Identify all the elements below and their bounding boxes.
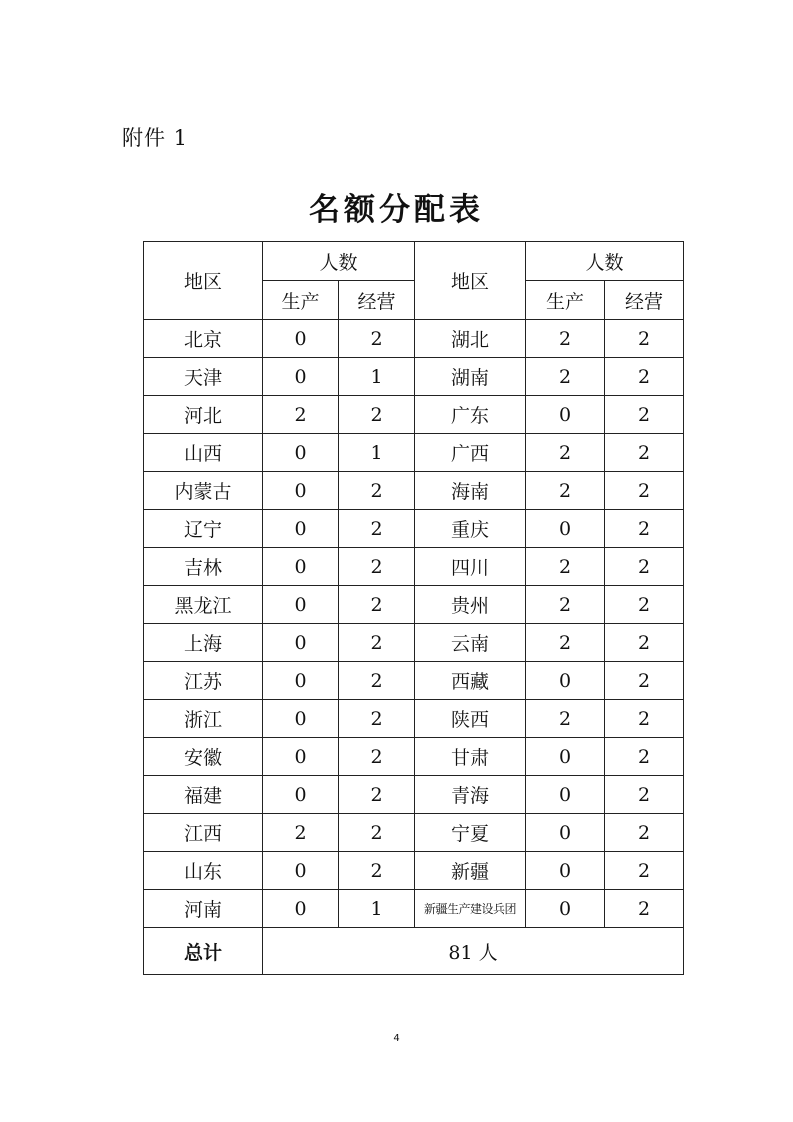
header-region-right: 地区 [415, 242, 526, 320]
business-cell: 2 [605, 776, 684, 814]
region-cell: 新疆生产建设兵团 [415, 890, 526, 928]
production-cell: 2 [526, 320, 605, 358]
business-cell: 2 [339, 396, 415, 434]
header-count-right: 人数 [526, 242, 684, 281]
region-cell: 西藏 [415, 662, 526, 700]
business-cell: 2 [339, 700, 415, 738]
business-cell: 2 [605, 738, 684, 776]
region-cell: 广西 [415, 434, 526, 472]
region-cell: 广东 [415, 396, 526, 434]
total-row [144, 928, 684, 975]
production-cell: 0 [526, 890, 605, 928]
business-cell: 1 [339, 890, 415, 928]
production-cell: 0 [526, 776, 605, 814]
table-row [144, 396, 684, 434]
quota-table [143, 241, 684, 975]
region-cell: 浙江 [144, 700, 263, 738]
total-value: 81 人 [263, 928, 684, 975]
table-row [144, 852, 684, 890]
business-cell: 2 [605, 396, 684, 434]
business-cell: 2 [605, 624, 684, 662]
region-cell: 甘肃 [415, 738, 526, 776]
table-row [144, 662, 684, 700]
business-cell: 2 [339, 776, 415, 814]
business-cell: 2 [339, 624, 415, 662]
production-cell: 0 [263, 510, 339, 548]
production-cell: 0 [263, 738, 339, 776]
region-cell: 新疆 [415, 852, 526, 890]
region-cell: 云南 [415, 624, 526, 662]
region-cell: 河北 [144, 396, 263, 434]
business-cell: 2 [339, 852, 415, 890]
header-business-right: 经营 [605, 281, 684, 320]
region-cell: 山西 [144, 434, 263, 472]
production-cell: 2 [526, 700, 605, 738]
region-cell: 山东 [144, 852, 263, 890]
production-cell: 0 [526, 510, 605, 548]
table-row [144, 472, 684, 510]
production-cell: 0 [526, 396, 605, 434]
business-cell: 2 [339, 510, 415, 548]
business-cell: 2 [339, 320, 415, 358]
business-cell: 1 [339, 358, 415, 396]
region-cell: 贵州 [415, 586, 526, 624]
production-cell: 0 [263, 358, 339, 396]
production-cell: 0 [526, 738, 605, 776]
region-cell: 福建 [144, 776, 263, 814]
business-cell: 2 [339, 472, 415, 510]
business-cell: 2 [339, 814, 415, 852]
business-cell: 2 [339, 662, 415, 700]
business-cell: 2 [605, 320, 684, 358]
region-cell: 湖北 [415, 320, 526, 358]
header-production-left: 生产 [263, 281, 339, 320]
header-production-right: 生产 [526, 281, 605, 320]
production-cell: 2 [263, 814, 339, 852]
page-number: 4 [393, 1033, 400, 1044]
table-row [144, 358, 684, 396]
production-cell: 0 [263, 852, 339, 890]
region-cell: 吉林 [144, 548, 263, 586]
production-cell: 2 [526, 472, 605, 510]
business-cell: 2 [605, 814, 684, 852]
region-cell: 北京 [144, 320, 263, 358]
production-cell: 0 [263, 776, 339, 814]
business-cell: 2 [605, 662, 684, 700]
table-row [144, 510, 684, 548]
table-row [144, 434, 684, 472]
region-cell: 湖南 [415, 358, 526, 396]
region-cell: 青海 [415, 776, 526, 814]
header-business-left: 经营 [339, 281, 415, 320]
production-cell: 2 [263, 396, 339, 434]
table-row [144, 890, 684, 928]
production-cell: 0 [263, 472, 339, 510]
region-cell: 四川 [415, 548, 526, 586]
production-cell: 0 [263, 320, 339, 358]
region-cell: 海南 [415, 472, 526, 510]
header-count-left: 人数 [263, 242, 415, 281]
production-cell: 0 [263, 890, 339, 928]
region-cell: 宁夏 [415, 814, 526, 852]
production-cell: 2 [526, 434, 605, 472]
table-row [144, 548, 684, 586]
business-cell: 2 [339, 738, 415, 776]
production-cell: 0 [263, 586, 339, 624]
region-cell: 江西 [144, 814, 263, 852]
attachment-label: 附件 1 [122, 126, 189, 150]
region-cell: 重庆 [415, 510, 526, 548]
business-cell: 2 [605, 472, 684, 510]
production-cell: 0 [526, 662, 605, 700]
region-cell: 江苏 [144, 662, 263, 700]
production-cell: 0 [263, 434, 339, 472]
business-cell: 2 [605, 586, 684, 624]
table-row [144, 814, 684, 852]
region-cell: 内蒙古 [144, 472, 263, 510]
business-cell: 1 [339, 434, 415, 472]
production-cell: 2 [526, 586, 605, 624]
table-row [144, 738, 684, 776]
table-row [144, 320, 684, 358]
business-cell: 2 [605, 548, 684, 586]
table-row [144, 700, 684, 738]
region-cell: 上海 [144, 624, 263, 662]
quota-table-body [144, 242, 684, 975]
header-row-1 [144, 242, 684, 281]
production-cell: 2 [526, 358, 605, 396]
total-label: 总计 [144, 928, 263, 975]
business-cell: 2 [605, 852, 684, 890]
production-cell: 2 [526, 624, 605, 662]
table-row [144, 776, 684, 814]
business-cell: 2 [339, 548, 415, 586]
business-cell: 2 [605, 434, 684, 472]
production-cell: 0 [263, 700, 339, 738]
business-cell: 2 [605, 700, 684, 738]
business-cell: 2 [605, 510, 684, 548]
business-cell: 2 [339, 586, 415, 624]
region-cell: 辽宁 [144, 510, 263, 548]
header-region-left: 地区 [144, 242, 263, 320]
table-row [144, 624, 684, 662]
table-row [144, 586, 684, 624]
production-cell: 2 [526, 548, 605, 586]
business-cell: 2 [605, 358, 684, 396]
business-cell: 2 [605, 890, 684, 928]
production-cell: 0 [526, 852, 605, 890]
region-cell: 河南 [144, 890, 263, 928]
production-cell: 0 [526, 814, 605, 852]
region-cell: 天津 [144, 358, 263, 396]
production-cell: 0 [263, 624, 339, 662]
production-cell: 0 [263, 662, 339, 700]
region-cell: 安徽 [144, 738, 263, 776]
region-cell: 陕西 [415, 700, 526, 738]
region-cell: 黑龙江 [144, 586, 263, 624]
page-title: 名额分配表 [309, 192, 484, 228]
production-cell: 0 [263, 548, 339, 586]
